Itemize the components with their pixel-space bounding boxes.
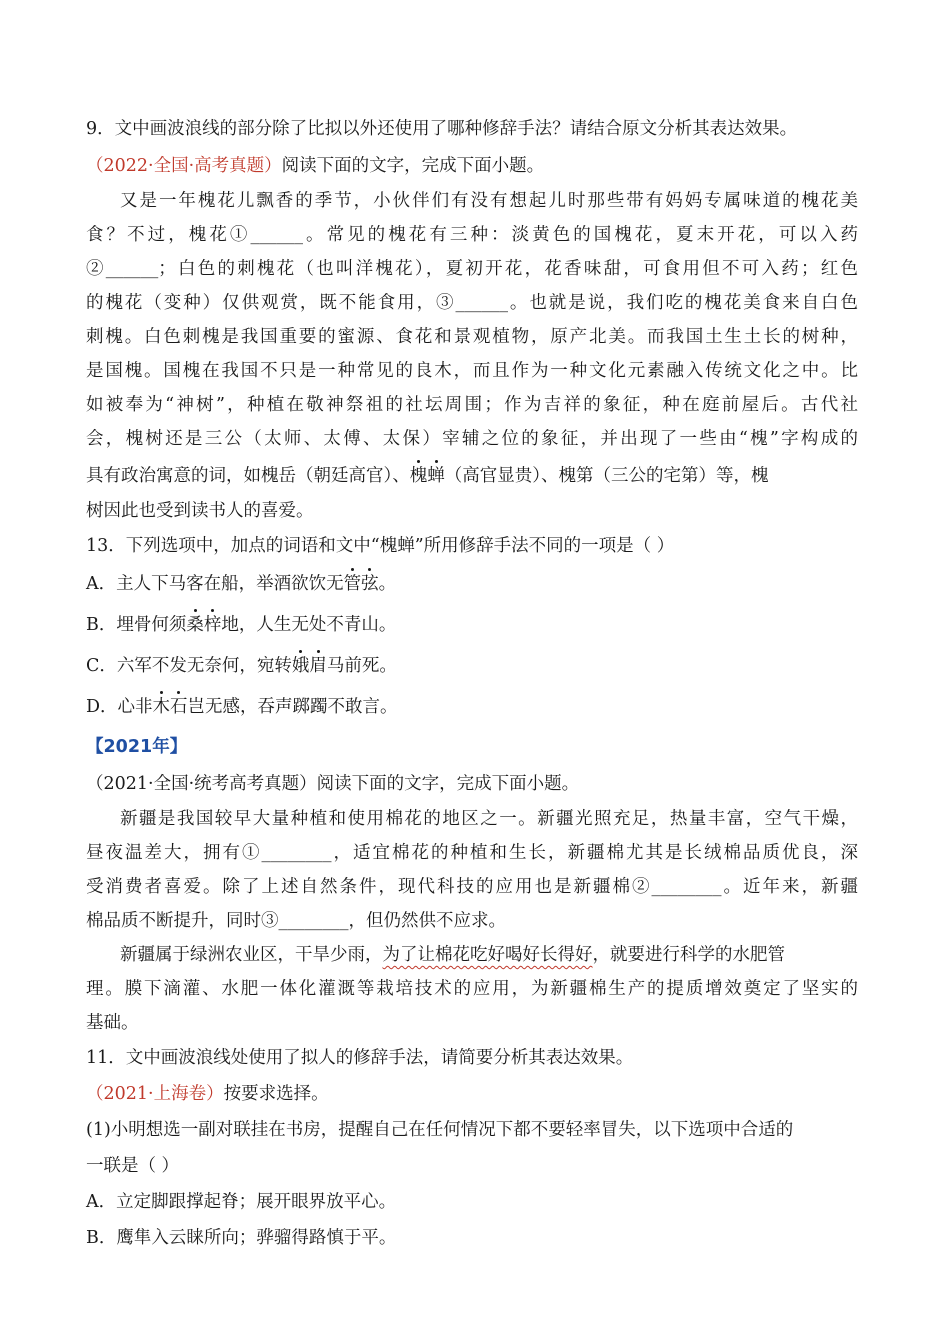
question-11: 11．文中画波浪线处使用了拟人的修辞手法，请简要分析其表达效果。	[86, 1048, 634, 1068]
passage-line: ②______；白色的刺槐花（也叫洋槐花），夏初开花，花香味甜，可食用但不可入药；红色	[86, 259, 858, 279]
year-header-2021: 【2021年】	[86, 737, 188, 757]
question-9: 9．文中画波浪线的部分除了比拟以外还使用了哪种修辞手法？请结合原文分析其表达效果。	[86, 119, 798, 139]
passage-line: 昼夜温差大，拥有①________，适宜棉花的种植和生长，新疆棉尤其是长绒棉品质优良，深	[86, 843, 858, 863]
source-tag-2021: （2021·全国·统考高考真题）	[86, 774, 317, 794]
passage-line: 树因此也受到读书人的喜爱。	[86, 501, 314, 521]
option-b-couplet[interactable]: B．鹰隼入云睐所向；骅骝得路慎于平。	[86, 1228, 397, 1248]
section-2021-heading	[86, 766, 858, 802]
section-shanghai-heading	[86, 1076, 858, 1112]
option-a-couplet[interactable]: A．立定脚跟撑起脊；展开眼界放平心。	[86, 1192, 397, 1212]
passage-line: 的槐花（变种）仅供观赏，既不能食用，③______。也就是说，我们吃的槐花美食来自白色	[86, 293, 858, 313]
emphasis-dot-char: 蝉	[427, 456, 445, 496]
wavy-underlined-phrase: 为了让棉花吃好喝好长得好	[382, 945, 593, 965]
emphasis-dot-char: 石	[170, 687, 188, 728]
emphasis-dot-char: 槐	[410, 456, 428, 496]
question-1-stem-cont: 一联是（ ）	[86, 1156, 180, 1176]
passage-line: 刺槐。白色刺槐是我国重要的蜜源、食花和景观植物，原产北美。而我国土生土长的树种，	[86, 327, 858, 347]
passage-line: 基础。	[86, 1013, 139, 1033]
emphasis-dot-char: 桑	[186, 605, 204, 646]
document-page	[86, 110, 858, 1256]
option-b[interactable]: B．埋骨何须桑梓地，人生无处不青山。	[86, 605, 858, 646]
option-d[interactable]: D．心非木石岂无感，吞声踯躅不敢言。	[86, 687, 858, 728]
passage-line-dotted: 具有政治寓意的词，如槐岳（朝廷高官）、槐蝉（高官显贵）、槐第（三公的宅第）等，槐	[86, 456, 858, 494]
emphasis-dot-char: 木	[153, 687, 171, 728]
option-c[interactable]: C．六军不发无奈何，宛转娥眉马前死。	[86, 646, 858, 687]
passage-line: 是国槐。国槐在我国不只是一种常见的良木，而且作为一种文化元素融入传统文化之中。比	[86, 361, 858, 381]
passage-line: 食？不过，槐花①______。常见的槐花有三种：淡黄色的国槐花，夏末开花，可以入药	[86, 225, 858, 245]
option-a[interactable]: A．主人下马客在船，举酒欲饮无管弦。	[86, 564, 858, 605]
emphasis-dot-char: 梓	[204, 605, 222, 646]
instruction-2021: 阅读下面的文字，完成下面小题。	[316, 774, 580, 794]
passage-line: 又是一年槐花儿飘香的季节，小伙伴们有没有想起儿时那些带有妈妈专属味道的槐花美	[120, 191, 858, 211]
passage-line: 如被奉为“神树”，种植在敬神祭祖的社坛周围；作为吉祥的象征，种在庭前屋后。古代社	[86, 395, 858, 415]
emphasis-dot-char: 管	[344, 564, 362, 605]
source-tag-2022: （2022·全国·高考真题）	[86, 156, 282, 176]
passage-line: 会，槐树还是三公（太师、太傅、太保）宰辅之位的象征，并出现了一些由“槐”字构成的	[86, 429, 858, 449]
passage-line: 新疆是我国较早大量种植和使用棉花的地区之一。新疆光照充足，热量丰富，空气干燥，	[120, 809, 858, 829]
passage-line: 棉品质不断提升，同时③________，但仍然供不应求。	[86, 911, 506, 931]
emphasis-dot-char: 娥	[292, 646, 310, 687]
source-tag-shanghai: （2021·上海卷）	[86, 1084, 224, 1104]
emphasis-dot-char: 弦	[361, 564, 379, 605]
passage-line: 受消费者喜爱。除了上述自然条件，现代科技的应用也是新疆棉②________。近年来，新疆	[86, 877, 858, 897]
passage-2021	[86, 802, 858, 1040]
question-1-stem: (1)小明想选一副对联挂在书房，提醒自己在任何情况下都不要轻率冒失，以下选项中合适的	[86, 1120, 794, 1140]
question-13-stem: 13．下列选项中，加点的词语和文中“槐蝉”所用修辞手法不同的一项是（ ）	[86, 536, 675, 556]
emphasis-dot-char: 眉	[309, 646, 327, 687]
passage-line: 理。膜下滴灌、水肥一体化灌溉等栽培技术的应用，为新疆棉生产的提质增效奠定了坚实的	[86, 979, 858, 999]
instruction-shanghai: 按要求选择。	[223, 1084, 329, 1104]
passage-2022	[86, 184, 858, 528]
instruction-2022: 阅读下面的文字，完成下面小题。	[281, 156, 545, 176]
passage-line-wavy: 新疆属于绿洲农业区，干旱少雨，为了让棉花吃好喝好长得好，就要进行科学的水肥管	[120, 945, 785, 965]
question-13-options	[86, 564, 858, 728]
section-2022-heading	[86, 148, 858, 184]
